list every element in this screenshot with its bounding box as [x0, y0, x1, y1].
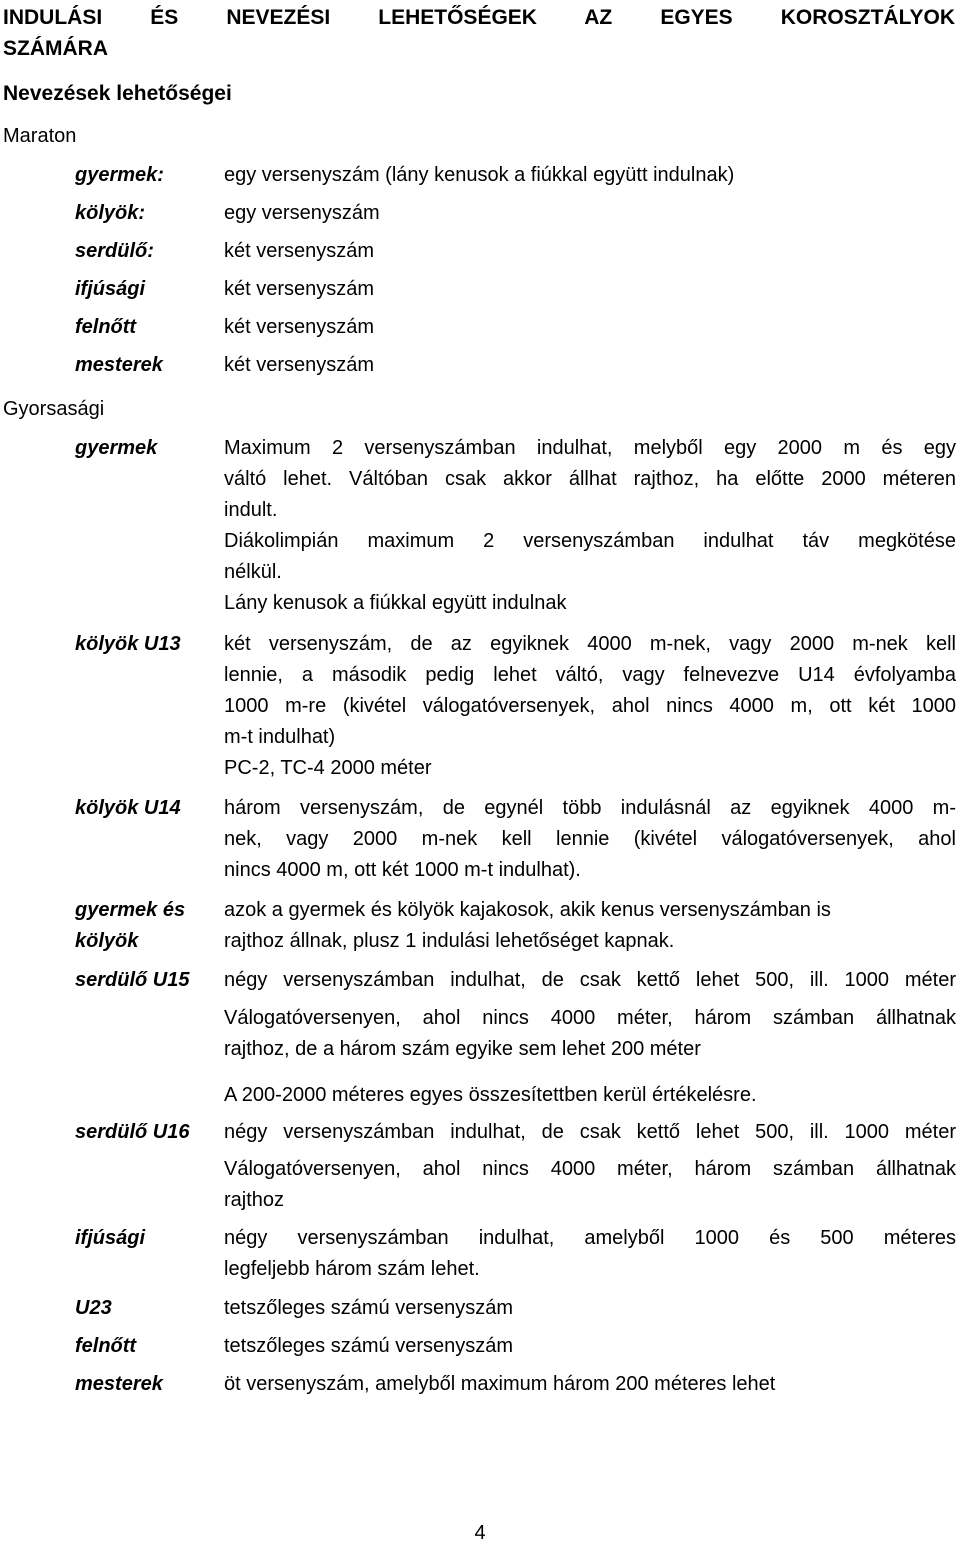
- u15-note: A 200-2000 méteres egyes összesítettben kerül értékelésre.: [224, 1084, 757, 1106]
- u15-line-2: Válogatóversenyen, ahol nincs 4000 méter, három számban állhatnak: [224, 1007, 956, 1029]
- gyors-label-ifjusagi: ifjúsági: [75, 1227, 146, 1249]
- gyors-text-serdulo-u15: [224, 965, 956, 1065]
- gyermek-line-6: Lány kenusok a fiúkkal együtt indulnak: [224, 592, 567, 614]
- gyermek-kolyok-label-1: gyermek és: [75, 899, 186, 921]
- maraton-label-felnott: felnőtt: [75, 316, 137, 338]
- title-line-1: INDULÁSI ÉS NEVEZÉSI LEHETŐSÉGEK AZ EGYES KOROSZTÁLYOK: [3, 6, 955, 29]
- gyermek-kolyok-label-2: kölyök: [75, 930, 139, 952]
- gyors-label-u23: U23: [75, 1297, 112, 1319]
- maraton-text-ifjusagi: két versenyszám: [224, 278, 375, 300]
- title-line-2: SZÁMÁRA: [3, 37, 108, 60]
- gyors-text-serdulo-u16: [224, 1117, 956, 1216]
- gyors-label-gyermek: gyermek: [75, 437, 158, 459]
- u16-line-3: rajthoz: [224, 1189, 285, 1211]
- maraton-text-serdulo: két versenyszám: [224, 240, 375, 262]
- section-subtitle: Nevezések lehetőségei: [3, 82, 232, 105]
- gyermek-kolyok-line-2: rajthoz állnak, plusz 1 indulási lehetőséget kapnak.: [224, 930, 675, 952]
- page-number: 4: [474, 1522, 486, 1544]
- u14-line-1: három versenyszám, de egynél több indulásnál az egyiknek 4000 m-: [224, 797, 956, 819]
- u14-line-2: nek, vagy 2000 m-nek kell lennie (kivétel válogatóversenyek, ahol: [224, 828, 956, 850]
- gyors-label-felnott: felnőtt: [75, 1335, 137, 1357]
- maraton-label-kolyok: kölyök:: [75, 202, 146, 224]
- u13-line-4: m-t indulhat): [224, 726, 336, 748]
- maraton-label-ifjusagi: ifjúsági: [75, 278, 146, 300]
- gyors-text-kolyok-u13: [224, 629, 956, 784]
- gyermek-kolyok-line-1: azok a gyermek és kölyök kajakosok, akik kenus versenyszámban is: [224, 899, 831, 921]
- u15-line-1: négy versenyszámban indulhat, de csak kettő lehet 500, ill. 1000 méter: [224, 969, 956, 991]
- gyors-text-u23: tetszőleges számú versenyszám: [224, 1297, 514, 1319]
- maraton-text-gyermek: egy versenyszám (lány kenusok a fiúkkal együtt indulnak): [224, 164, 735, 186]
- u15-line-3: rajthoz, de a három szám egyike sem lehet 200 méter: [224, 1038, 701, 1060]
- gyors-text-gyermek: [224, 433, 956, 619]
- gyors-label-serdulo-u15: serdülő U15: [75, 969, 190, 991]
- gyors-label-kolyok-u14: kölyök U14: [75, 797, 181, 819]
- gyors-label-kolyok-u13: kölyök U13: [75, 633, 181, 655]
- gyermek-line-5: nélkül.: [224, 561, 282, 583]
- u14-line-3: nincs 4000 m, ott két 1000 m-t indulhat).: [224, 859, 581, 881]
- gyermek-line-3: indult.: [224, 499, 278, 521]
- maraton-text-kolyok: egy versenyszám: [224, 202, 380, 224]
- ifjusagi-line-1: négy versenyszámban indulhat, amelyből 1000 és 500 méteres: [224, 1227, 956, 1249]
- gyors-text-felnott: tetszőleges számú versenyszám: [224, 1335, 514, 1357]
- gyors-label-mesterek: mesterek: [75, 1373, 163, 1395]
- maraton-label-mesterek: mesterek: [75, 354, 163, 376]
- gyors-text-ifjusagi: [224, 1223, 956, 1285]
- maraton-label-serdulo: serdülő:: [75, 240, 154, 262]
- maraton-text-mesterek: két versenyszám: [224, 354, 375, 376]
- u13-line-3: 1000 m-re (kivétel válogatóversenyek, ahol nincs 4000 m, ott két 1000: [224, 695, 956, 717]
- gyermek-line-1: Maximum 2 versenyszámban indulhat, melyből egy 2000 m és egy: [224, 437, 956, 459]
- page-title: [3, 2, 955, 64]
- gyermek-line-4: Diákolimpián maximum 2 versenyszámban indulhat táv megkötése: [224, 530, 956, 552]
- gyors-label-serdulo-u16: serdülő U16: [75, 1121, 190, 1143]
- gyermek-line-2: váltó lehet. Váltóban csak akkor állhat rajthoz, ha előtte 2000 méteren: [224, 468, 956, 490]
- gyors-text-mesterek: öt versenyszám, amelyből maximum három 200 méteres lehet: [224, 1373, 776, 1395]
- maraton-heading: Maraton: [3, 125, 77, 147]
- maraton-text-felnott: két versenyszám: [224, 316, 375, 338]
- gyors-text-kolyok-u14: [224, 793, 956, 886]
- gyors-text-gyermek-kolyok: [224, 895, 956, 957]
- u13-line-1: két versenyszám, de az egyiknek 4000 m-nek, vagy 2000 m-nek kell: [224, 633, 956, 655]
- u13-line-2: lennie, a második pedig lehet váltó, vagy felnevezve U14 évfolyamba: [224, 664, 956, 686]
- u16-line-2: Válogatóversenyen, ahol nincs 4000 méter, három számban állhatnak: [224, 1158, 956, 1180]
- gyorsasagi-heading: Gyorsasági: [3, 398, 105, 420]
- ifjusagi-line-2: legfeljebb három szám lehet.: [224, 1258, 480, 1280]
- u13-line-5: PC-2, TC-4 2000 méter: [224, 757, 432, 779]
- gyors-label-gyermek-kolyok: [75, 895, 215, 957]
- u16-line-1: négy versenyszámban indulhat, de csak kettő lehet 500, ill. 1000 méter: [224, 1121, 956, 1143]
- maraton-label-gyermek: gyermek:: [75, 164, 164, 186]
